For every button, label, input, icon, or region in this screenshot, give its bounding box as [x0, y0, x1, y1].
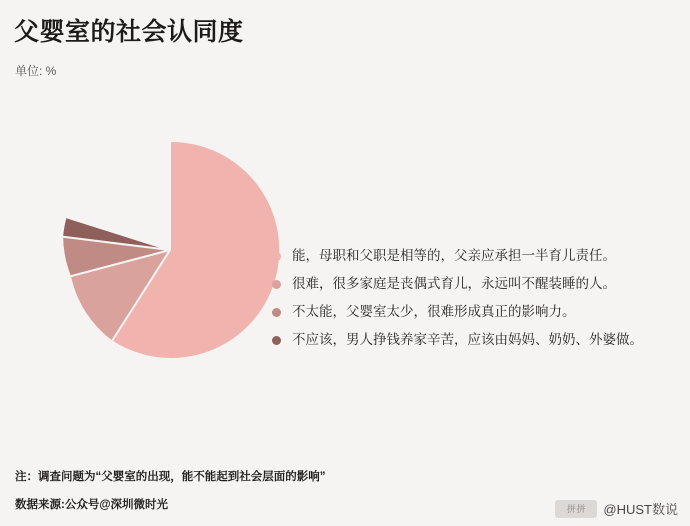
- pie-svg: [60, 140, 280, 360]
- watermark: [555, 499, 678, 518]
- legend-item[interactable]: [272, 276, 672, 292]
- legend-item-label: 不应该，男人挣钱养家辛苦，应该由妈妈、奶奶、外婆做。: [292, 332, 643, 347]
- legend-item-label: 不太能，父婴室太少，很难形成真正的影响力。: [292, 304, 576, 319]
- legend-color-swatch-icon: [272, 336, 281, 345]
- legend-color-swatch-icon: [272, 308, 281, 317]
- legend-item-label: 很难，很多家庭是丧偶式育儿，永远叫不醒装睡的人。: [292, 276, 616, 291]
- legend-color-swatch-icon: [272, 280, 281, 289]
- footnote-source: 数据来源:公众号@深圳微时光: [15, 499, 169, 511]
- page-title: 父婴室的社会认同度: [14, 18, 244, 46]
- footnote-note: 注：调查问题为“父婴室的出现，能不能起到社会层面的影响”: [15, 471, 326, 483]
- pie-chart: [60, 140, 280, 360]
- legend-item[interactable]: [272, 248, 672, 264]
- legend: [272, 248, 672, 360]
- watermark-logo-text: 拼拼: [566, 504, 586, 514]
- legend-item[interactable]: [272, 332, 672, 348]
- legend-item[interactable]: [272, 304, 672, 320]
- unit-label: 单位: %: [15, 64, 57, 78]
- watermark-text: @HUST数说: [603, 502, 678, 517]
- legend-color-swatch-icon: [272, 252, 281, 261]
- legend-item-label: 能，母职和父职是相等的，父亲应承担一半育儿责任。: [292, 248, 616, 263]
- watermark-logo-icon: [555, 500, 597, 518]
